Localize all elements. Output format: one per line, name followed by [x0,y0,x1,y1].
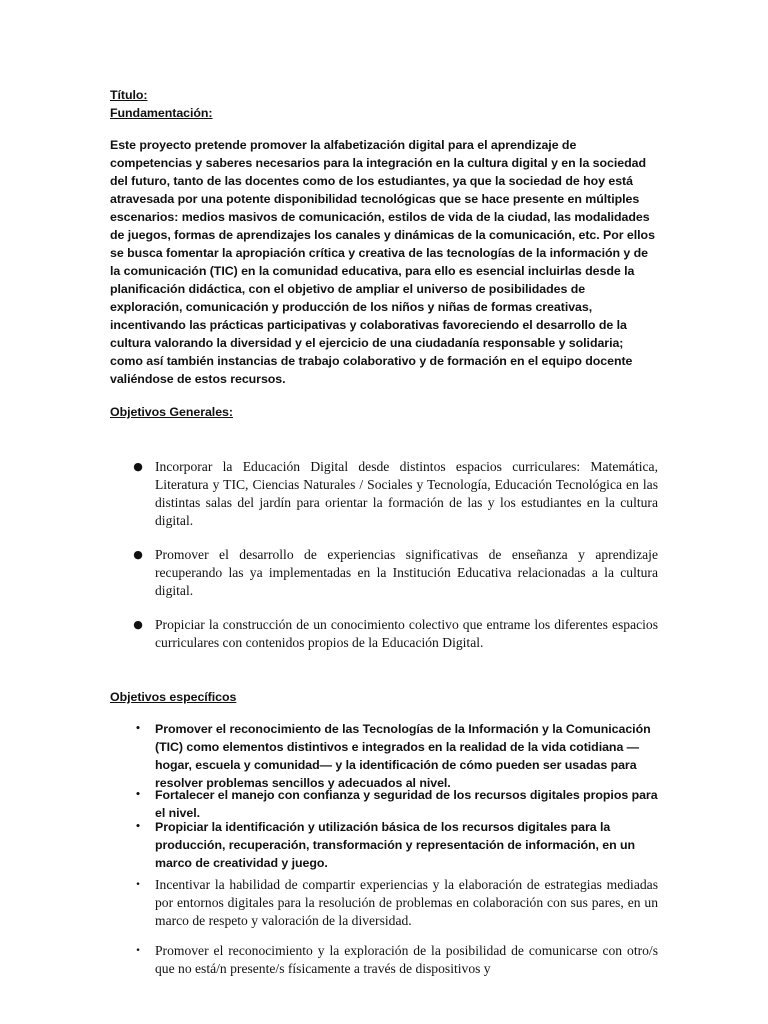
bullet-icon: • [135,790,141,800]
bullet-icon: • [135,946,141,956]
list-item-text: Propiciar la construcción de un conocimiento colectivo que entrame los diferentes espacios curriculares con contenidos propios de la Educación Digital. [155,617,658,650]
list-item-text: Fortalecer el manejo con confianza y seguridad de los recursos digitales propios para el nivel. [155,788,658,820]
objetivos-generales-heading: Objetivos Generales: [110,405,233,419]
bullet-icon: ● [133,618,143,631]
list-item-text: Promover el reconocimiento y la exploración de la posibilidad de comunicarse con otro/s que no está/n presente/s físicamente a través de dispositivos y [155,943,658,976]
bullet-icon: ● [133,548,143,561]
list-item-text: Propiciar la identificación y utilización básica de los recursos digitales para la producción, recuperación, transformación y representación de información, en un marco de creatividad y juego. [155,820,636,870]
bullet-icon: • [135,822,141,832]
bullet-icon: • [135,724,141,734]
list-item-text: Incorporar la Educación Digital desde distintos espacios curriculares: Matemática, Literatura y TIC, Ciencias Naturales / Sociales y Tecnología, Educación Tecnológica en las distintas salas del jardín para orientar la formación de las y los estudiantes en la cultura digital. [155,459,658,528]
bullet-icon: • [135,880,141,890]
bullet-icon: ● [133,460,143,473]
fundamentacion-heading: Fundamentación: [110,106,213,120]
fundamentacion-paragraph: Este proyecto pretende promover la alfabetización digital para el aprendizaje de competencias y saberes necesarios para la integración en la cultura digital y en la sociedad del futuro, tanto de las docentes como de los estudiantes, ya que la sociedad de hoy está atravesada por una potente disponibilidad tecnológicas que se hace presente en múltiples escenarios: medios masivos de comunicación, estilos de vida de la ciudad, las modalidades de juegos, formas de aprendizajes los canales y dinámicas de la comunicación, etc. Por ellos se busca fomentar la apropiación crítica y creativa de las tecnologías de la información y de la comunicación (TIC) en la comunidad educativa, para ello es esencial incluirlas desde la planificación didáctica, con el objetivo de ampliar el universo de posibilidades de exploración, comunicación y producción de los niños y niñas de formas creativas, incentivando las prácticas participativas y colaborativas favoreciendo el desarrollo de la cultura valorando la diversidad y el ejercicio de una ciudadanía responsable y solidaria; como así también instancias de trabajo colaborativo y de formación en el equipo docente valiéndose de estos recursos. [110,138,655,386]
objetivos-especificos-heading: Objetivos específicos [110,690,237,704]
list-item-text: Promover el reconocimiento de las Tecnologías de la Información y la Comunicación (TIC) como elementos distintivos e integrados en la realidad de la vida cotidiana — hogar, escuela y comunidad— y la identificación de cómo pueden ser usadas para resolver problemas sencillos y adecuados al nivel. [155,722,651,790]
list-item-text: Incentivar la habilidad de compartir experiencias y la elaboración de estrategias mediadas por entornos digitales para la resolución de problemas en colaboración con sus pares, en un marco de respeto y valoración de la diversidad. [155,877,658,928]
titulo-heading: Título: [110,88,148,102]
list-item-text: Promover el desarrollo de experiencias significativas de enseñanza y aprendizaje recuperando las ya implementadas en la Institución Educativa relacionadas a la cultura digital. [155,547,658,598]
